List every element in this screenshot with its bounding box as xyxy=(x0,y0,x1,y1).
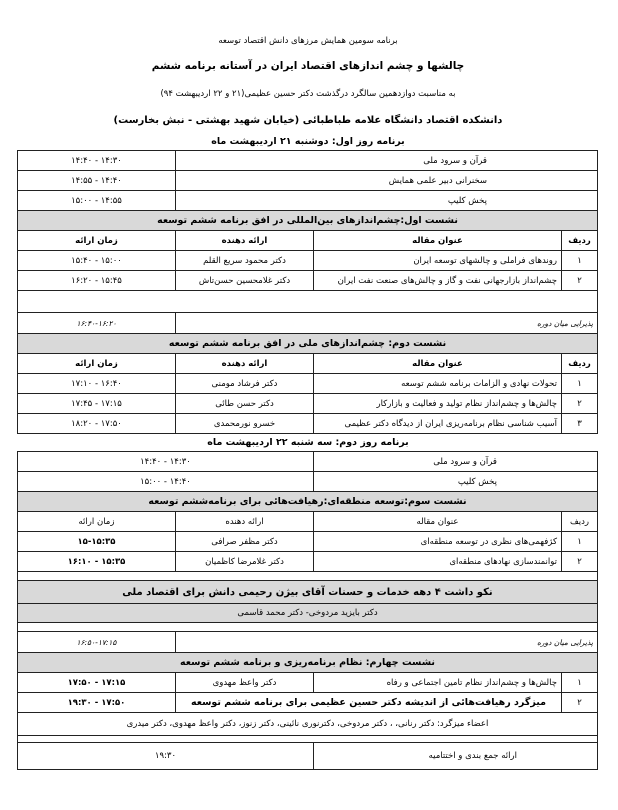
opening-item: سخنرانی دبیر علمی همایش xyxy=(176,171,598,191)
paper-title: آسیب شناسی نظام برنامه‌ریزی ایران از دیدگاه دکتر عظیمی xyxy=(314,414,562,434)
col-row: ردیف xyxy=(562,512,598,532)
opening-row xyxy=(17,452,597,472)
opening-row xyxy=(17,472,597,492)
break-row xyxy=(17,632,597,653)
col-title: عنوان مقاله xyxy=(314,354,562,374)
session1-title: نشست اول:چشم‌اندازهای بین‌المللی در افق برنامه ششم توسعه xyxy=(18,211,598,231)
time: ۱۵:۳۵ - ۱۶:۱۰ xyxy=(17,552,175,572)
time: ۱۷:۱۵ - ۱۷:۵۰ xyxy=(17,673,175,693)
opening-row xyxy=(18,191,598,211)
opening-row xyxy=(18,171,598,191)
paper-title: توانمندسازی نهادهای منطقه‌ای xyxy=(313,552,561,572)
commemoration-title: نکو داشت ۴ دهه خدمات و حسنات آقای بیژن رحیمی دانش برای اقتصاد ملی xyxy=(17,581,597,604)
presenter: خسرو نورمحمدی xyxy=(176,414,314,434)
row-number: ۲ xyxy=(562,693,598,713)
break-label: پذیرایی میان دوره xyxy=(175,632,597,653)
table-row xyxy=(18,374,598,394)
conference-title: چالشها و چشم اندازهای اقتصاد ایران در آستانه برنامه ششم xyxy=(151,60,465,72)
roundtable-title: میزگرد رهیافت‌هائی از اندیشه دکتر حسین عظیمی برای برنامه ششم توسعه xyxy=(175,693,561,713)
column-headers xyxy=(18,231,598,251)
roundtable-time: ۱۷:۵۰ - ۱۹:۳۰ xyxy=(17,693,175,713)
break-time: ۱۶:۴۰-۱۶:۲۰ xyxy=(18,313,176,334)
col-time: زمان ارائه xyxy=(17,512,175,532)
spacer xyxy=(17,623,597,632)
paper-title: تحولات نهادی و الزامات برنامه ششم توسعه xyxy=(314,374,562,394)
column-headers xyxy=(18,354,598,374)
roundtable-members: اعضاء میزگرد: دکتر رنانی، ، دکتر مردوخی، دکترنوری نائینی، دکتر زنوز، دکتر واعظ مهدوی، دکتر میدری xyxy=(17,713,597,736)
row-number: ۲ xyxy=(562,552,598,572)
session3-title: نشست سوم:توسعه منطقه‌ای:رهیافت‌هائی برای برنامه‌ششم توسعه xyxy=(17,492,597,512)
roundtable-row xyxy=(17,693,597,713)
day1-table xyxy=(17,150,598,434)
time: ۱۶:۴۰ - ۱۷:۱۰ xyxy=(18,374,176,394)
presenter: دکتر غلامحسین حسن‌تاش xyxy=(176,271,314,291)
row-number: ۳ xyxy=(562,414,598,434)
table-row xyxy=(17,673,597,693)
col-presenter: ارائه دهنده xyxy=(175,512,313,532)
row-number: ۱ xyxy=(562,374,598,394)
break-label: پذیرایی میان دوره xyxy=(176,313,598,334)
break-row xyxy=(18,313,598,334)
presenter: دکتر فرشاد مومنی xyxy=(176,374,314,394)
spacer xyxy=(17,736,597,743)
presenter: دکتر حسن طائی xyxy=(176,394,314,414)
opening-item: پخش کلیپ xyxy=(176,191,598,211)
paper-title: روندهای فراملی و چالشهای توسعه ایران xyxy=(314,251,562,271)
table-row xyxy=(18,414,598,434)
presenter: دکتر غلامرضا کاظمیان xyxy=(175,552,313,572)
paper-title: چشم‌انداز بازارجهانی نفت و گاز و چالش‌های صنعت نفت ایران xyxy=(314,271,562,291)
table-row xyxy=(17,532,597,552)
opening-time: ۱۴:۳۰ - ۱۴:۴۰ xyxy=(17,452,313,472)
commemoration-speakers: دکتر بایزید مردوخی- دکتر محمد قاسمی xyxy=(17,604,597,623)
time: ۱۷:۵۰ - ۱۸:۲۰ xyxy=(18,414,176,434)
presenter: دکتر مظفر صرافی xyxy=(175,532,313,552)
closing-row xyxy=(17,743,597,770)
opening-row xyxy=(18,151,598,171)
col-presenter: ارائه دهنده xyxy=(176,231,314,251)
col-title: عنوان مقاله xyxy=(314,231,562,251)
day1-heading: برنامه روز اول: دوشنبه ۲۱ اردیبهشت ماه xyxy=(211,136,405,147)
row-number: ۲ xyxy=(562,394,598,414)
table-row xyxy=(18,394,598,414)
table-row xyxy=(17,552,597,572)
program-document xyxy=(18,10,598,770)
opening-time: ۱۴:۴۰ - ۱۴:۵۵ xyxy=(18,171,176,191)
session2-title: نشست دوم: چشم‌اندازهای ملی در افق برنامه ششم توسعه xyxy=(18,334,598,354)
table-row xyxy=(18,271,598,291)
time: ۱۵-۱۵:۳۵ xyxy=(17,532,175,552)
presenter: دکتر واعظ مهدوی xyxy=(175,673,313,693)
opening-time: ۱۴:۵۵ - ۱۵:۰۰ xyxy=(18,191,176,211)
col-title: عنوان مقاله xyxy=(313,512,561,532)
row-number: ۲ xyxy=(562,271,598,291)
row-number: ۱ xyxy=(562,251,598,271)
opening-item: پخش کلیپ xyxy=(313,472,597,492)
opening-item: قرآن و سرود ملی xyxy=(176,151,598,171)
day2-heading: برنامه روز دوم: سه شنبه ۲۲ اردیبهشت ماه xyxy=(207,437,409,448)
row-number: ۱ xyxy=(562,532,598,552)
conference-line: برنامه سومین همایش مرزهای دانش اقتصاد توسعه xyxy=(218,36,398,46)
spacer xyxy=(17,572,597,581)
column-headers xyxy=(17,512,597,532)
opening-time: ۱۴:۴۰ - ۱۵:۰۰ xyxy=(17,472,313,492)
opening-item: قرآن و سرود ملی xyxy=(313,452,597,472)
occasion-line: به مناسبت دوازدهمین سالگرد درگذشت دکتر حسین عظیمی(۲۱ و ۲۲ اردیبهشت ۹۴) xyxy=(160,89,456,99)
time: ۱۵:۴۵ - ۱۶:۲۰ xyxy=(18,271,176,291)
closing-time: ۱۹:۳۰ xyxy=(17,743,313,770)
col-row: ردیف xyxy=(562,354,598,374)
col-presenter: ارائه دهنده xyxy=(176,354,314,374)
time: ۱۵:۰۰ - ۱۵:۴۰ xyxy=(18,251,176,271)
col-time: زمان ارائه xyxy=(18,354,176,374)
paper-title: چالش‌ها و چشم‌انداز نظام تولید و فعالیت و بازارکار xyxy=(314,394,562,414)
venue-line: دانشکده اقتصاد دانشگاه علامه طباطبائی (خیابان شهید بهشتی - نبش بخارست) xyxy=(113,115,503,126)
closing-item: ارائه جمع بندی و اختتامیه xyxy=(313,743,597,770)
paper-title: کژفهمی‌های نظری در توسعه منطقه‌ای xyxy=(313,532,561,552)
spacer xyxy=(18,291,598,313)
day2-table xyxy=(17,451,598,770)
presenter: دکتر محمود سریع القلم xyxy=(176,251,314,271)
session4-title: نشست چهارم: نظام برنامه‌ریزی و برنامه ششم توسعه xyxy=(17,653,597,673)
table-row xyxy=(18,251,598,271)
time: ۱۷:۱۵ - ۱۷:۴۵ xyxy=(18,394,176,414)
break-time: ۱۶:۵۰-۱۷:۱۵ xyxy=(17,632,175,653)
col-row: ردیف xyxy=(562,231,598,251)
opening-time: ۱۴:۳۰ - ۱۴:۴۰ xyxy=(18,151,176,171)
row-number: ۱ xyxy=(562,673,598,693)
col-time: زمان ارائه xyxy=(18,231,176,251)
paper-title: چالش‌ها و چشم‌انداز نظام تامین اجتماعی و رفاه xyxy=(313,673,561,693)
